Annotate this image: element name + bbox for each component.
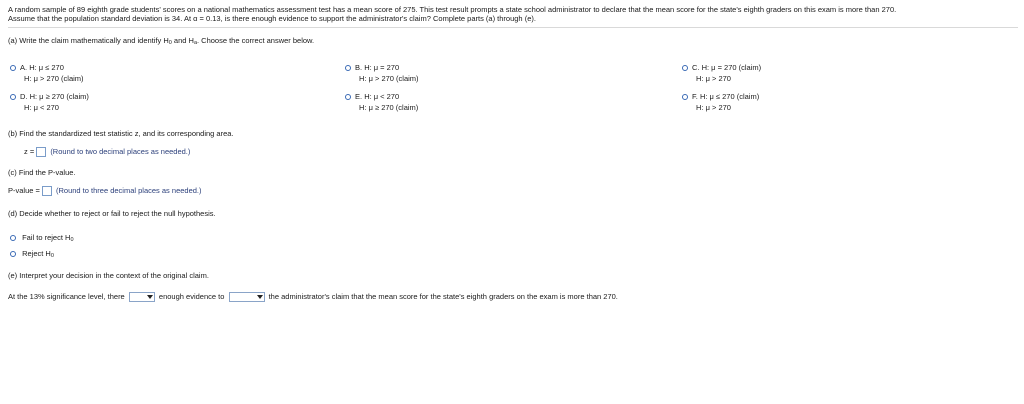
radio-button[interactable] [345, 65, 351, 71]
part-d-prompt: (d) Decide whether to reject or fail to reject the null hypothesis. [8, 209, 216, 218]
divider [8, 27, 1018, 28]
z-input[interactable] [36, 147, 46, 157]
radio-button[interactable] [10, 65, 16, 71]
part-e-sentence: At the 13% significance level, there enough evidence to the administrator's claim that the mean score for the state's eighth graders on the exam is more than 270. [8, 292, 618, 301]
option-a[interactable]: A. H: μ ≤ 270 H: μ > 270 (claim) [10, 62, 84, 84]
chevron-down-icon [257, 295, 263, 299]
option-fail-to-reject[interactable]: Fail to reject $H_0$ [10, 233, 74, 243]
chevron-down-icon [147, 295, 153, 299]
radio-button[interactable] [345, 94, 351, 100]
radio-button[interactable] [10, 251, 16, 257]
support-reject-dropdown[interactable] [229, 292, 265, 302]
option-b[interactable]: B. H: μ = 270 H: μ > 270 (claim) [345, 62, 419, 84]
problem-line-2: Assume that the population standard deviation is 34. At α = 0.13, is there enough evidence to support the administrator's claim? Complete parts (a) through (e). [8, 14, 536, 23]
option-f[interactable]: F. H: μ ≤ 270 (claim) H: μ > 270 [682, 91, 759, 113]
part-c-prompt: (c) Find the P-value. [8, 168, 76, 177]
option-reject[interactable]: Reject $H_0$ [10, 249, 54, 259]
option-d[interactable]: D. H: μ ≥ 270 (claim) H: μ < 270 [10, 91, 89, 113]
p-value-answer-row [8, 186, 202, 196]
problem-line-1: A random sample of 89 eighth grade students' scores on a national mathematics assessment test has a mean score of 275. This test result prompts a state school administrator to declare that the mean score for the state's eighth graders on this exam is more than 270. [8, 5, 897, 14]
option-c[interactable]: C. H: μ = 270 (claim) H: μ > 270 [682, 62, 761, 84]
radio-button[interactable] [682, 94, 688, 100]
part-a-prompt: (a) Write the claim mathematically and identify $H_0$ and $H_a$. Choose the correct answer below. [8, 36, 315, 46]
z-answer-row [24, 147, 190, 157]
p-value-hint: (Round to three decimal places as needed.) [56, 186, 202, 195]
radio-button[interactable] [10, 235, 16, 241]
p-value-label: P-value = [8, 186, 40, 195]
radio-button[interactable] [10, 94, 16, 100]
p-value-input[interactable] [42, 186, 52, 196]
there-is-dropdown[interactable] [129, 292, 155, 302]
part-e-prompt: (e) Interpret your decision in the context of the original claim. [8, 271, 209, 280]
part-b-prompt: (b) Find the standardized test statistic z, and its corresponding area. [8, 129, 234, 138]
radio-button[interactable] [682, 65, 688, 71]
z-label: z = [24, 147, 35, 156]
option-e[interactable]: E. H: μ < 270 H: μ ≥ 270 (claim) [345, 91, 418, 113]
z-hint: (Round to two decimal places as needed.) [50, 147, 191, 156]
